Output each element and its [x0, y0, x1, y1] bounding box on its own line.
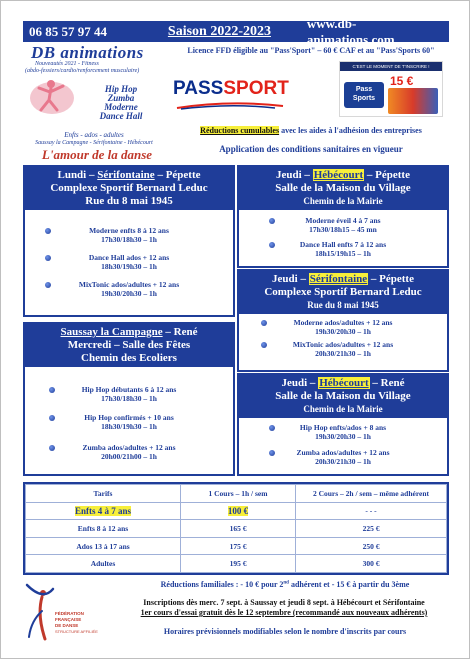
- table-header: Tarifs: [26, 485, 181, 503]
- list-item: Zumba ados/adultes + 12 ans 20h30/21h30 – 1h: [239, 448, 447, 466]
- federation-name: FÉDÉRATION FRANÇAISE DE DANSE: [55, 611, 84, 628]
- bullet-icon: [45, 255, 51, 261]
- panel-lundi: [23, 165, 235, 317]
- logo-subtitle-2: (abdo-fessiers/cardio/renforcement musculaire): [25, 68, 140, 74]
- table-cell: 300 €: [296, 555, 447, 573]
- table-header-row: [26, 485, 447, 503]
- table-cell: 165 €: [181, 520, 296, 538]
- reductions-note: Réductions cumulables avec les aides à l'adhésion des entreprises: [200, 126, 422, 135]
- bullet-icon: [269, 218, 275, 224]
- federation-logo: [23, 581, 123, 645]
- town-name: Sérifontaine: [309, 273, 368, 285]
- logo-motto: L'amour de la danse: [41, 147, 153, 162]
- table-cell: Enfts 4 à 7 ans: [26, 502, 181, 520]
- logo-style: Hip Hop: [104, 84, 138, 94]
- pass-sport-part2: SPORT: [223, 78, 289, 99]
- logo-cities: Saussay la Campagne - Sérifontaine - Hébécourt: [35, 140, 153, 146]
- list-item: MixTonic ados/adultes + 12 ans 19h30/20h30 – 1h: [25, 280, 233, 298]
- panel-header: Jeudi – Hébécourt – Pépette Salle de la Maison du Village Chemin de la Mairie: [239, 167, 447, 210]
- panel-header: Jeudi – Sérifontaine – Pépette Complexe Sportif Bernard Leduc Rue du 8 mai 1945: [239, 271, 447, 314]
- panel-jeudi-serifontaine: [237, 269, 449, 372]
- table-header: 1 Cours – 1h / sem: [181, 485, 296, 503]
- town-name: Hébécourt: [313, 169, 364, 181]
- federation-subtitle: STRUCTURE AFFILIÉE: [55, 629, 98, 634]
- table-cell: Adultes: [26, 555, 181, 573]
- town-name: Hébécourt: [319, 377, 369, 389]
- table-row: [26, 520, 447, 538]
- season-title: Saison 2022-2023: [167, 23, 271, 39]
- bullet-icon: [269, 425, 275, 431]
- list-item: Moderne enfts 8 à 12 ans 17h30/18h30 – 1h: [25, 226, 233, 244]
- table-row: [26, 555, 447, 573]
- table-cell: Enfts 8 à 12 ans: [26, 520, 181, 538]
- panel-jeudi-hebecourt-rene: [237, 373, 449, 476]
- table-cell: 225 €: [296, 520, 447, 538]
- licence-info: Licence FFD éligible au "Pass'Sport" – 60 € CAF et au "Pass'Sports 60": [187, 46, 435, 55]
- town-name: Saussay la Campagne: [60, 326, 163, 338]
- pass-sports-60-poster: [339, 61, 443, 117]
- list-item: Dance Hall ados + 12 ans 18h30/19h30 – 1h: [25, 253, 233, 271]
- bullet-icon: [269, 242, 275, 248]
- panel-header: Lundi – Sérifontaine – Pépette Complexe Sportif Bernard Leduc Rue du 8 mai 1945: [25, 167, 233, 210]
- panel-jeudi-hebecourt-pepette: [237, 165, 449, 268]
- list-item: Hip Hop enfts/ados + 8 ans 19h30/20h30 – 1h: [239, 423, 447, 441]
- logo-ages: Enfts - ados - adultes: [64, 131, 124, 139]
- poster-photo: [388, 88, 438, 114]
- swoosh-icon: [175, 102, 285, 110]
- poster-band: C'EST LE MOMENT DE T'INSCRIRE !: [340, 62, 442, 71]
- table-row: [26, 502, 447, 520]
- list-item: Hip Hop débutants 6 à 12 ans 17h30/18h30 – 1h: [25, 385, 233, 403]
- bullet-icon: [261, 320, 267, 326]
- table-cell: - - -: [296, 502, 447, 520]
- registration-info: Inscriptions dès merc. 7 sept. à Saussay et jeudi 8 sept. à Hébécourt et Sérifontaine 1er cours d'essai gratuit dès le 12 septembre (recommandé aux nouveaux adhérents): [115, 598, 453, 618]
- bullet-icon: [45, 282, 51, 288]
- bullet-icon: [269, 450, 275, 456]
- table-header: 2 Cours – 2h / sem – même adhérent: [296, 485, 447, 503]
- website-link[interactable]: www.db-animations.com: [306, 15, 395, 47]
- list-item: Moderne ados/adultes + 12 ans 19h30/20h30 – 1h: [239, 318, 447, 336]
- dancer-icon: [29, 76, 75, 116]
- pass-sport-logo: [173, 68, 323, 116]
- logo-subtitle: Nouveautés 2021 - Fitness: [35, 61, 99, 67]
- trial-class-note: 1er cours d'essai gratuit dès le 12 septembre (recommandé aux nouveaux adhérents): [140, 608, 428, 617]
- table-cell: 175 €: [181, 537, 296, 555]
- logo-style: Moderne: [104, 102, 138, 112]
- panel-header: Saussay la Campagne – René Mercredi – Salle des Fêtes Chemin des Ecoliers: [25, 324, 233, 367]
- bullet-icon: [49, 445, 55, 451]
- table-cell: 100 €: [181, 502, 296, 520]
- bullet-icon: [261, 342, 267, 348]
- sanitary-notice: Application des conditions sanitaires en vigueur: [219, 144, 403, 154]
- reductions-highlight: Réductions cumulables: [200, 126, 280, 135]
- bullet-icon: [49, 387, 55, 393]
- town-name: Sérifontaine: [97, 169, 155, 181]
- tariffs-table: [23, 482, 449, 575]
- table-cell: Ados 13 à 17 ans: [26, 537, 181, 555]
- bullet-icon: [45, 228, 51, 234]
- pass-sports-60-logo: Pass Sports: [344, 82, 384, 108]
- table-cell: 250 €: [296, 537, 447, 555]
- list-item: Moderne éveil 4 à 7 ans 17h30/18h15 – 45 mn: [239, 216, 447, 234]
- logo-title: DB animations: [31, 43, 144, 62]
- table-row: [26, 537, 447, 555]
- pass-sport-part1: PASS: [173, 78, 224, 99]
- logo-dance-styles: [81, 85, 161, 121]
- federation-dancer-icon: [23, 581, 59, 643]
- schedule-note: Horaires prévisionnels modifiables selon le nombre d'inscrits par cours: [163, 627, 407, 636]
- list-item: Dance Hall enfts 7 à 12 ans 18h15/19h15 – 1h: [239, 240, 447, 258]
- list-item: Zumba ados/adultes + 12 ans 20h00/21h00 – 1h: [25, 443, 233, 461]
- poster-amount: 15 €: [390, 74, 414, 88]
- phone-number: 06 85 57 97 44: [29, 23, 107, 39]
- header-bar: [23, 15, 449, 47]
- db-animations-logo: [23, 43, 165, 169]
- list-item: MixTonic ados/adultes + 12 ans 20h30/21h30 – 1h: [239, 340, 447, 358]
- bullet-icon: [49, 415, 55, 421]
- logo-style: Zumba: [107, 93, 135, 103]
- list-item: Hip Hop confirmés + 10 ans 18h30/19h30 – 1h: [25, 413, 233, 431]
- logo-style: Dance Hall: [99, 111, 143, 121]
- panel-mercredi: [23, 322, 235, 476]
- table-cell: 195 €: [181, 555, 296, 573]
- panel-header: Jeudi – Hébécourt – René Salle de la Maison du Village Chemin de la Mairie: [239, 375, 447, 418]
- family-reductions: Réductions familiales : - 10 € pour 2nd adhérent et - 15 € à partir du 3ème: [160, 580, 410, 589]
